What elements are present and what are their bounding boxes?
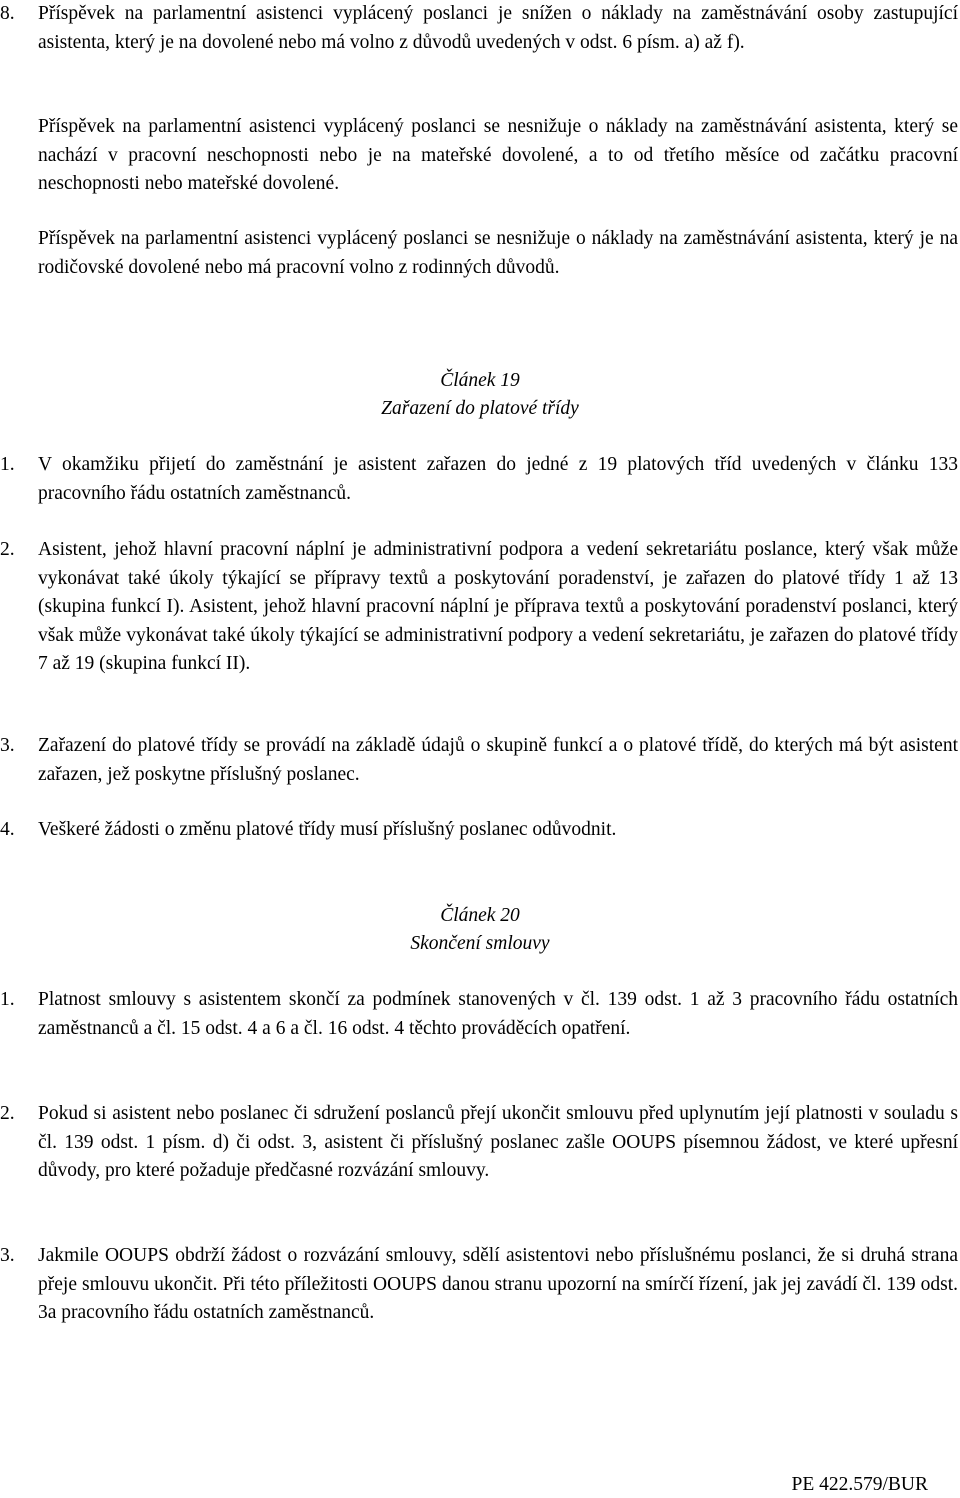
document-reference: PE 422.579/BUR: [791, 1474, 928, 1495]
item-text: Asistent, jehož hlavní pracovní náplní je administrativní podpora a vedení sekretariátu poslance, který však může vykonávat také úkoly týkající se přípravy textů a poskytování poradenství, je zařazen do platové třídy 1 až 13 (skupina funkcí I). Asistent, jehož hlavní pracovní náplní je příprava textů a poskytování poradenství poslanci, který však může vykonávat také úkoly týkající se administrativní podpory a vedení sekretariátu, je zařazen do platové třídy 7 až 19 (skupina funkcí II).: [38, 539, 958, 674]
item-text: Zařazení do platové třídy se provádí na základě údajů o skupině funkcí a o platové třídě, do kterých má být asistent zařazen, jež poskytne příslušný poslanec.: [38, 735, 958, 785]
item-number: 2.: [0, 539, 15, 560]
item-number: 1.: [0, 454, 15, 475]
item-text: Jakmile OOUPS obdrží žádost o rozvázání smlouvy, sdělí asistentovi nebo příslušnému poslanci, že si druhá strana přeje smlouvu ukončit. Při této příležitosti OOUPS danou stranu upozorní na smírčí řízení, jak jej zavádí čl. 139 odst. 3a pracovního řádu ostatních zaměstnanců.: [38, 1245, 958, 1323]
article-heading: Článek 20: [440, 905, 520, 926]
item-number: 1.: [0, 989, 15, 1010]
item-number: 2.: [0, 1103, 15, 1124]
list-item: [0, 986, 958, 1043]
item-text: Veškeré žádosti o změnu platové třídy musí příslušný poslanec odůvodnit.: [38, 819, 617, 840]
paragraph: Příspěvek na parlamentní asistenci vyplácený poslanci se nesnižuje o náklady na zaměstnávání asistenta, který je na rodičovské dovolené nebo má pracovní volno z rodinných důvodů.: [38, 228, 958, 278]
item-text: Platnost smlouvy s asistentem skončí za podmínek stanovených v čl. 139 odst. 1 až 3 pracovního řádu ostatních zaměstnanců a čl. 15 odst. 4 a 6 a čl. 16 odst. 4 těchto prováděcích opatření.: [38, 989, 958, 1039]
item-text: V okamžiku přijetí do zaměstnání je asistent zařazen do jedné z 19 platových tříd uvedených v článku 133 pracovního řádu ostatních zaměstnanců.: [38, 454, 958, 504]
item-number: 8.: [0, 3, 15, 24]
list-item: [0, 451, 958, 508]
article-subheading: Zařazení do platové třídy: [381, 398, 579, 419]
list-item: [0, 816, 958, 845]
item-text: Příspěvek na parlamentní asistenci vyplácený poslanci je snížen o náklady na zaměstnávání osoby zastupující asistenta, který je na dovolené nebo má volno z důvodů uvedených v odst. 6 písm. a) až f).: [38, 3, 958, 53]
item-number: 3.: [0, 735, 15, 756]
article-heading: Článek 19: [440, 370, 520, 391]
item-text: Pokud si asistent nebo poslanec či sdružení poslanců přejí ukončit smlouvu před uplynutím její platnosti v souladu s čl. 139 odst. 1 písm. d) či odst. 3, asistent či příslušný poslanec zašle OOUPS písemnou žádost, ve které upřesní důvody, pro které požaduje předčasné rozvázání smlouvy.: [38, 1103, 958, 1181]
item-number: 3.: [0, 1245, 15, 1266]
article-subheading: Skončení smlouvy: [410, 933, 550, 954]
item-number: 4.: [0, 819, 15, 840]
list-item: [0, 732, 958, 789]
list-item: [0, 1242, 958, 1328]
paragraph: Příspěvek na parlamentní asistenci vyplácený poslanci se nesnižuje o náklady na zaměstnávání asistenta, který se nachází v pracovní neschopnosti nebo je na mateřské dovolené, a to od třetího měsíce od začátku pracovní neschopnosti nebo mateřské dovolené.: [38, 116, 958, 194]
list-item: [0, 0, 958, 57]
list-item: [0, 536, 958, 679]
list-item: [0, 1100, 958, 1186]
